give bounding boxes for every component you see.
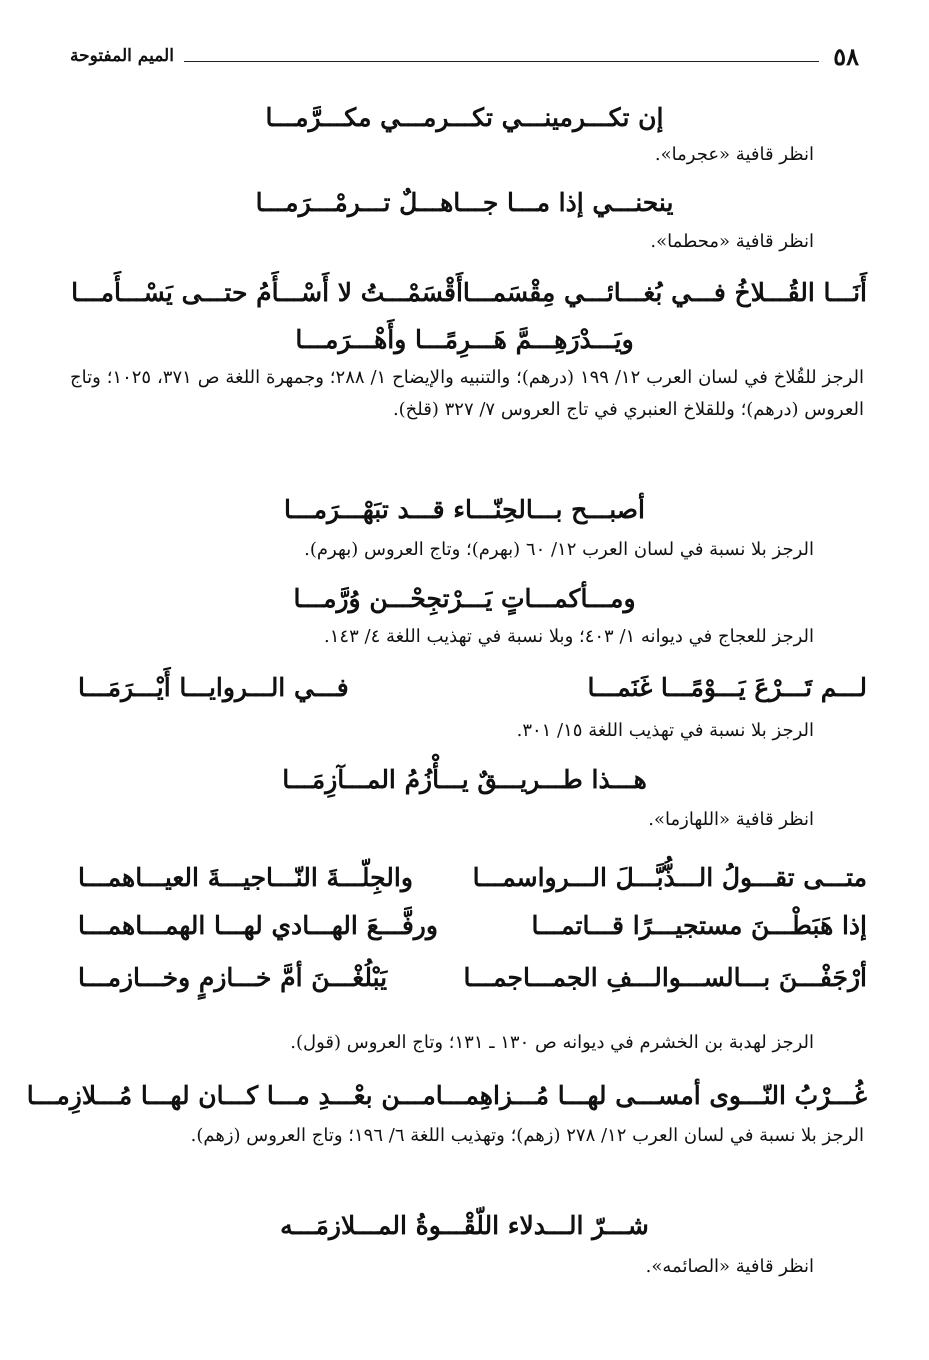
verse-couplet bbox=[26, 1076, 867, 1116]
hemistich-left: فـــي الـــروايـــا أَيْـــرَمَـــا bbox=[78, 673, 349, 702]
cross-reference-note: انظر قافية «محطما». bbox=[650, 231, 814, 252]
verse-line: إن تكـــرمينـــي تكـــرمـــي مكـــرَّمـــا bbox=[265, 103, 664, 132]
running-title: الميم المفتوحة bbox=[70, 46, 174, 66]
source-note: الرجز للقُلاخ في لسان العرب ١٢/ ١٩٩ (درهم)؛ والتنبيه والإيضاح ١/ ٢٨٨؛ وجمهرة اللغة ص ٣٧١، ١٠٢٥؛ وتاج العروس (درهم)؛ وللقلاخ العنبري في تاج العروس ٧/ ٣٢٧ (قلخ). bbox=[70, 367, 865, 420]
verse-line: ويَـــدْرَهِـــمَّ هَـــرِمًـــا وأَهْـــرَمـــا bbox=[295, 325, 634, 354]
verse-couplet bbox=[71, 273, 867, 313]
hemistich-right: أَنَـــا القُـــلاخُ فـــي بُغـــائـــي مِقْسَمـــا bbox=[462, 278, 867, 307]
source-note: الرجز للعجاج في ديوانه ١/ ٤٠٣؛ وبلا نسبة في تهذيب اللغة ٤/ ١٤٣. bbox=[324, 626, 814, 647]
verse-couplet bbox=[78, 906, 867, 946]
hemistich-right: لـــم تَـــرْعَ يَـــوْمًـــا غَنَمـــا bbox=[587, 673, 867, 702]
hemistich-left: أَقْسَمْـــتُ لا أَسْـــأَمُ حتـــى يَسْـــأَمـــا bbox=[71, 278, 463, 307]
verse-line: ومـــأكمـــاتٍ يَـــرْتجِحْـــن وُرَّمـــا bbox=[293, 584, 636, 613]
hemistich-left: والجِلّـــةَ النّـــاجيـــةَ العيـــاهمـــا bbox=[78, 863, 413, 892]
hemistich-right: متـــى تقـــولُ الـــذُّبَّـــلَ الـــرواسمـــا bbox=[472, 863, 867, 892]
verse-line: شـــرّ الـــدلاء اللّقْـــوةُ المـــلازمَـــه bbox=[280, 1211, 649, 1240]
page-header bbox=[70, 36, 859, 76]
hemistich-right: إذا هَبَطْـــنَ مستجيـــرًا قـــاتمـــا bbox=[531, 911, 867, 940]
cross-reference-note: انظر قافية «الصائمه». bbox=[645, 1256, 814, 1277]
hemistich-left: ورفَّـــعَ الهـــادي لهـــا الهمـــاهمـــا bbox=[78, 911, 438, 940]
verse-couplet bbox=[78, 958, 867, 998]
verse-couplet bbox=[78, 668, 867, 708]
header-rule bbox=[184, 61, 819, 62]
source-note: الرجز بلا نسبة في لسان العرب ١٢/ ٦٠ (بهرم)؛ وتاج العروس (بهرم). bbox=[304, 539, 814, 560]
source-note: الرجز بلا نسبة في لسان العرب ١٢/ ٢٧٨ (زهم)؛ وتهذيب اللغة ٦/ ١٩٦؛ وتاج العروس (زهم). bbox=[190, 1125, 864, 1146]
verse-line: أصبـــح بـــالحِنّـــاء قـــد تبَهْـــرَمـــا bbox=[284, 495, 645, 524]
verse-couplet bbox=[78, 858, 867, 898]
source-note: الرجز لهدبة بن الخشرم في ديوانه ص ١٣٠ ـ ١٣١؛ وتاج العروس (قول). bbox=[290, 1032, 814, 1053]
cross-reference-note: انظر قافية «عجرما». bbox=[654, 144, 814, 165]
hemistich-right: غُـــرْبُ النّـــوى أمســـى لهـــا مُـــزاهِمـــا bbox=[435, 1081, 867, 1110]
verse-line: هـــذا طـــريـــقٌ يـــأْزُمُ المـــآزِمَـــا bbox=[282, 765, 647, 794]
source-note: الرجز بلا نسبة في تهذيب اللغة ١٥/ ٣٠١. bbox=[516, 720, 814, 741]
cross-reference-note: انظر قافية «اللهازما». bbox=[648, 809, 814, 830]
verse-line: ينحنـــي إذا مـــا جـــاهـــلٌ تـــرمْـــرَمـــا bbox=[255, 188, 674, 217]
hemistich-left: مـــن بعْـــدِ مـــا كـــان لهـــا مُـــلازِمـــا bbox=[26, 1081, 436, 1110]
hemistich-right: أرْجَفْـــنَ بـــالســـوالـــفِ الجمـــاجمـــا bbox=[463, 963, 867, 992]
hemistich-left: يَبْلُغْـــنَ أمَّ خـــازمٍ وخـــازمـــا bbox=[78, 963, 388, 992]
page-number: ٥٨ bbox=[833, 41, 859, 71]
